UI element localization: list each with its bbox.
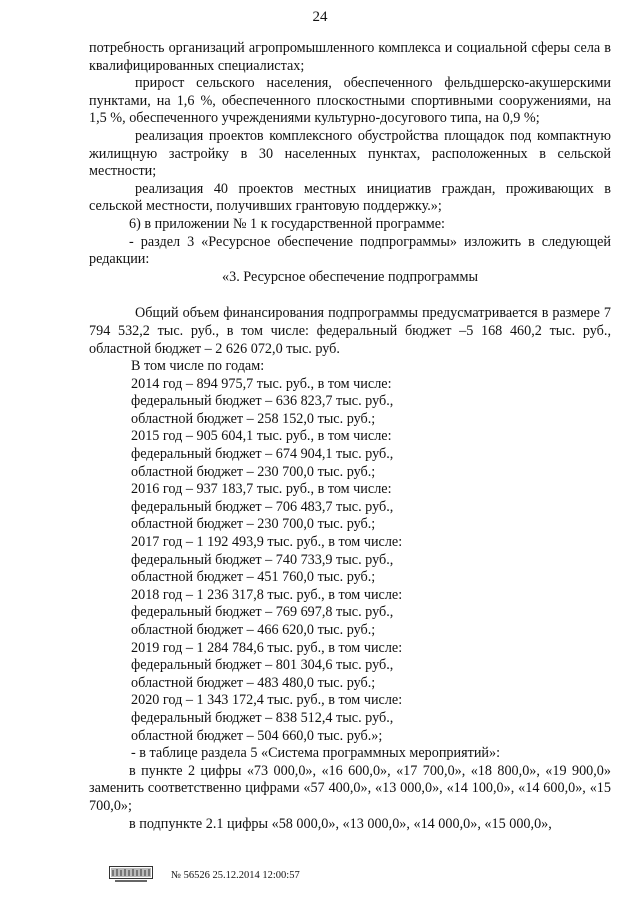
text-line: 2016 год – 937 183,7 тыс. руб., в том числе: xyxy=(131,481,392,498)
text-line: федеральный бюджет – 838 512,4 тыс. руб., xyxy=(131,709,394,726)
text-line: областной бюджет – 451 760,0 тыс. руб.; xyxy=(131,569,376,586)
text-line: В том числе по годам: xyxy=(131,358,265,375)
text-line: областной бюджет – 504 660,0 тыс. руб.»; xyxy=(131,727,383,744)
registration-number: № 56526 25.12.2014 12:00:57 xyxy=(171,869,300,881)
paragraph: реализация 40 проектов местных инициатив граждан, проживающих в сельской местности, получивших грантовую поддержку.»; xyxy=(89,180,611,215)
document-stamp-icon xyxy=(109,866,153,884)
paragraph: в пункте 2 цифры «73 000,0», «16 600,0», «17 700,0», «18 800,0», «19 900,0» заменить соответственно цифрами «57 400,0», «13 000,0», «14 100,0», «14 600,0», «15 700,0»; xyxy=(89,762,611,814)
text-line: 2020 год – 1 343 172,4 тыс. руб., в том числе: xyxy=(131,692,403,709)
paragraph: реализация проектов комплексного обустройства площадок под компактную жилищную застройку в 30 населенных пунктах, расположенных в сельской местности; xyxy=(89,127,611,180)
spacer xyxy=(89,286,611,305)
text-line: 2017 год – 1 192 493,9 тыс. руб., в том числе: xyxy=(131,534,403,551)
paragraph: прирост сельского населения, обеспеченного фельдшерско-акушерскими пунктами, на 1,6 %, обеспеченного плоскостными спортивными сооружениями, на 1,5 %, обеспеченного учреждениями культурно-досугового типа, на 0,9 %; xyxy=(89,75,611,127)
paragraph: потребность организаций агропромышленного комплекса и социальной сферы села в квалифицированных специалистах; xyxy=(89,40,611,74)
text-line: 2014 год – 894 975,7 тыс. руб., в том числе: xyxy=(131,375,392,392)
page-number: 24 xyxy=(312,9,328,25)
text-line: федеральный бюджет – 769 697,8 тыс. руб., xyxy=(131,604,394,621)
section-heading: «3. Ресурсное обеспечение подпрограммы xyxy=(222,268,478,285)
text-line: областной бюджет – 230 700,0 тыс. руб.; xyxy=(131,463,376,480)
footer xyxy=(109,864,300,886)
text-line: 2018 год – 1 236 317,8 тыс. руб., в том числе: xyxy=(131,586,403,603)
text-line: федеральный бюджет – 706 483,7 тыс. руб., xyxy=(131,498,394,515)
paragraph: 6) в приложении № 1 к государственной программе: xyxy=(129,215,445,232)
text-line: 2019 год – 1 284 784,6 тыс. руб., в том числе: xyxy=(131,639,403,656)
text-line: областной бюджет – 483 480,0 тыс. руб.; xyxy=(131,674,376,691)
text-line: - в таблице раздела 5 «Система программных мероприятий»: xyxy=(131,745,501,762)
paragraphs-top xyxy=(89,40,611,269)
paragraph: в подпункте 2.1 цифры «58 000,0», «13 000,0», «14 000,0», «15 000,0», xyxy=(129,815,552,832)
text-line: областной бюджет – 258 152,0 тыс. руб.; xyxy=(131,410,376,427)
text-line: федеральный бюджет – 674 904,1 тыс. руб., xyxy=(131,446,394,463)
years-list xyxy=(89,358,611,763)
text-line: областной бюджет – 466 620,0 тыс. руб.; xyxy=(131,622,376,638)
text-line: областной бюджет – 230 700,0 тыс. руб.; xyxy=(131,516,376,533)
document-body xyxy=(89,40,611,833)
text-line: 2015 год – 905 604,1 тыс. руб., в том числе: xyxy=(131,428,392,445)
total-financing-paragraph: Общий объем финансирования подпрограммы предусматривается в размере 7 794 532,2 тыс. руб., в том числе: федеральный бюджет –5 168 460,2 тыс. руб., областной бюджет – 2 626 072,0 тыс. руб. xyxy=(89,305,611,357)
text-line: федеральный бюджет – 740 733,9 тыс. руб., xyxy=(131,551,394,568)
paragraphs-bottom xyxy=(89,763,611,833)
paragraph: - раздел 3 «Ресурсное обеспечение подпрограммы» изложить в следующей редакции: xyxy=(89,233,611,268)
text-line: федеральный бюджет – 801 304,6 тыс. руб., xyxy=(131,657,394,674)
text-line: федеральный бюджет – 636 823,7 тыс. руб., xyxy=(131,393,394,410)
